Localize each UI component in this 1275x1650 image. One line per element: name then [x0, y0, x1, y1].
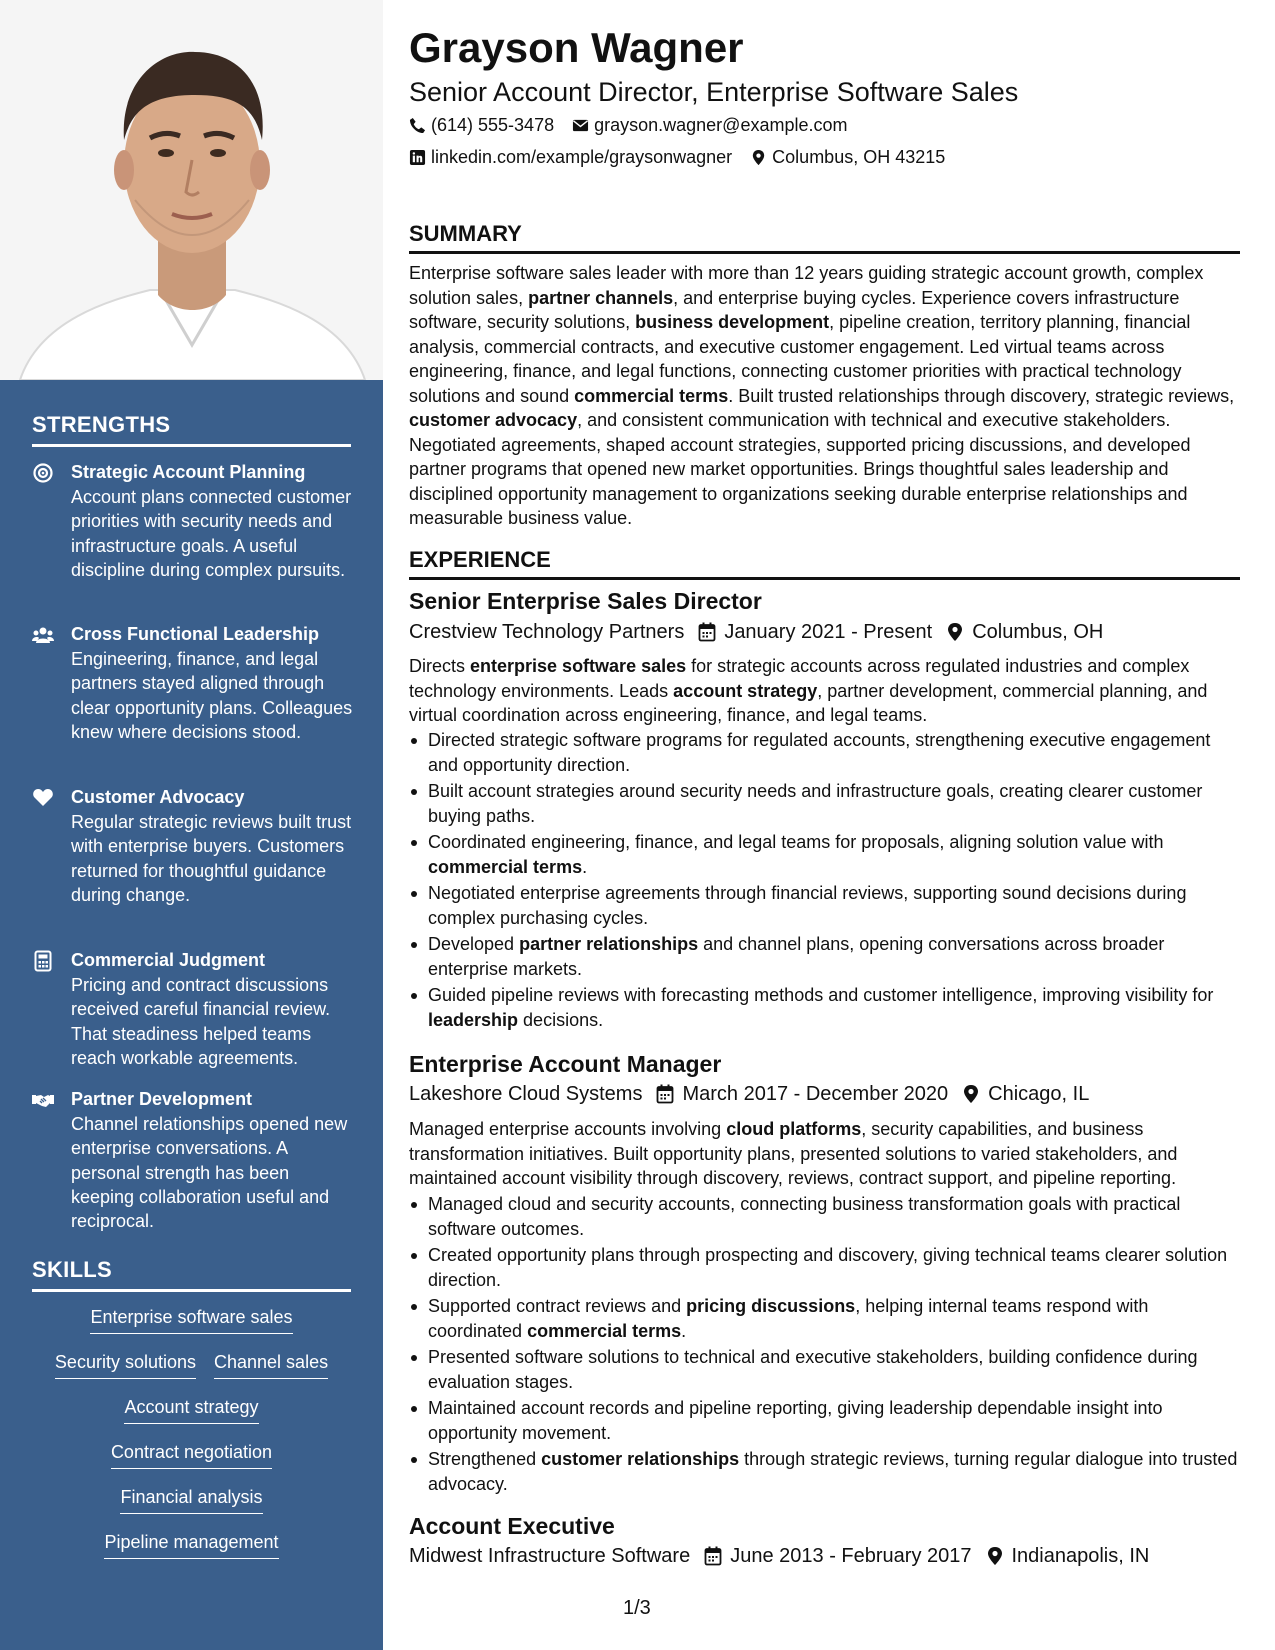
contact-row — [409, 113, 847, 137]
users-icon — [32, 624, 54, 646]
text-run: Guided pipeline reviews with forecasting methods and customer intelligence, improving visibility for — [428, 985, 1214, 1005]
text-run: Negotiated enterprise agreements through financial reviews, supporting sound decisions during complex purchasing cycles. — [428, 883, 1187, 928]
location-contact — [750, 145, 945, 169]
skill-tag: Contract negotiation — [111, 1440, 272, 1469]
job-location — [962, 1080, 1089, 1108]
bold-keyword: cloud platforms — [726, 1119, 862, 1139]
job-meta — [409, 1542, 1149, 1570]
calendar-icon — [704, 1546, 722, 1566]
calendar-icon — [698, 622, 716, 642]
strength-title: Partner Development — [71, 1089, 253, 1109]
job-dates — [704, 1542, 971, 1570]
skill-tag: Pipeline management — [104, 1530, 278, 1559]
skills-list — [32, 1305, 351, 1575]
location-text: Columbus, OH — [972, 621, 1104, 643]
email-address[interactable]: grayson.wagner@example.com — [594, 115, 848, 135]
portrait-image — [0, 0, 383, 380]
text-run: through strategic reviews, turning regular dialogue into trusted advocacy. — [428, 1449, 1238, 1494]
phone-icon — [409, 117, 426, 134]
linkedin-contact[interactable] — [409, 145, 732, 169]
job-description — [409, 654, 1240, 728]
text-run: Supported contract reviews and — [428, 1296, 687, 1316]
job-dates — [698, 618, 932, 646]
bold-keyword: enterprise software sales — [470, 656, 687, 676]
bullet-item — [409, 932, 1240, 981]
job-location — [946, 618, 1103, 646]
text-run: for strategic accounts across regulated industries and complex technology environments. Leads — [409, 656, 1190, 701]
strength-title: Strategic Account Planning — [71, 462, 306, 482]
bold-keyword: commercial terms — [527, 1320, 682, 1341]
bold-keyword: customer advocacy — [409, 410, 578, 430]
location-text: Chicago, IL — [988, 1083, 1090, 1105]
bold-keyword: customer relationships — [541, 1449, 740, 1469]
bold-keyword: partner relationships — [519, 934, 699, 954]
location-text: Indianapolis, IN — [1011, 1545, 1150, 1567]
text-run: Built account strategies around security needs and infrastructure goals, creating clearer customer buying paths. — [428, 781, 1203, 826]
map-pin-icon — [986, 1546, 1004, 1566]
skill-tag: Financial analysis — [120, 1485, 262, 1514]
bullet-item — [409, 1396, 1240, 1445]
bullet-item — [409, 1447, 1240, 1496]
contact-row — [409, 145, 945, 169]
bullet-item — [409, 983, 1240, 1032]
candidate-name: Grayson Wagner — [409, 24, 744, 71]
text-run: Strengthened — [428, 1449, 542, 1469]
map-pin-icon — [962, 1084, 980, 1104]
company-name: Midwest Infrastructure Software — [409, 1545, 691, 1567]
job-dates — [656, 1080, 948, 1108]
text-run: and channel plans, opening conversations across broader enterprise markets. — [428, 934, 1165, 979]
date-range: June 2013 - February 2017 — [730, 1545, 972, 1567]
bullet-item — [409, 1243, 1240, 1292]
linkedin-url[interactable]: linkedin.com/example/graysonwagner — [431, 147, 733, 167]
date-range: January 2021 - Present — [724, 621, 933, 643]
text-run: , helping internal teams respond with coordinated — [428, 1296, 1149, 1341]
text-run: Enterprise software sales leader with more than 12 years guiding strategic account growth, complex solution sales, — [409, 263, 1204, 308]
bold-keyword: account strategy — [673, 680, 818, 701]
bullet-item — [409, 728, 1240, 777]
bullet-item — [409, 881, 1240, 930]
email-contact[interactable] — [572, 113, 847, 137]
handshake-icon — [32, 1089, 54, 1111]
job-description — [409, 1117, 1240, 1191]
text-run: decisions. — [518, 1009, 604, 1030]
job-bullets — [409, 728, 1240, 1034]
text-run: , partner development, commercial planning, and virtual coordination across engineering, finance, and legal teams. — [409, 680, 1208, 725]
text-run: , security capabilities, and business transformation initiatives. Built opportunity plans, presented solutions to varied stakeholders, and maintained account visibility through discovery, reviews, contract support, and pipeline reporting. — [409, 1119, 1178, 1188]
text-run: Managed enterprise accounts involving — [409, 1119, 727, 1139]
text-run: , pipeline creation, territory planning, financial analysis, commercial contracts, and executive customer engagement. Led virtual teams across engineering, finance, and legal functions, connecting customer priorities with practical technology solutions and sound — [409, 312, 1191, 406]
text-run: Directed strategic software programs for regulated accounts, strengthening executive engagement and opportunity direction. — [428, 730, 1211, 775]
text-run: , and consistent communication with technical and executive stakeholders. Negotiated agreements, shaped account strategies, supported pricing discussions, and developed partner programs that opened new market opportunities. Brings thoughtful sales leadership and disciplined opportunity management to organizations seeking durable enterprise relationships and measurable business value. — [409, 410, 1191, 528]
bold-keyword: commercial terms — [574, 385, 729, 406]
text-run: Coordinated engineering, finance, and legal teams for proposals, aligning solution value with — [428, 832, 1164, 852]
strengths-heading: STRENGTHS — [32, 412, 351, 447]
job-meta — [409, 618, 1103, 646]
text-run: Developed — [428, 934, 520, 954]
text-run: Presented software solutions to technical and executive stakeholders, building confidence during evaluation stages. — [428, 1347, 1198, 1392]
job-title: Senior Enterprise Sales Director — [409, 588, 762, 614]
heart-icon — [32, 787, 54, 809]
skill-tag: Channel sales — [214, 1350, 328, 1379]
bold-keyword: partner channels — [528, 287, 674, 308]
bullet-item — [409, 1294, 1240, 1343]
company-name: Lakeshore Cloud Systems — [409, 1083, 643, 1105]
summary-heading: SUMMARY — [409, 219, 1240, 254]
sidebar — [0, 0, 383, 1650]
skill-tag: Enterprise software sales — [90, 1305, 292, 1334]
bold-keyword: leadership — [428, 1009, 519, 1030]
text-run: . — [681, 1320, 687, 1341]
summary-text — [409, 261, 1240, 531]
experience-heading: EXPERIENCE — [409, 545, 1240, 580]
strength-description: Engineering, finance, and legal partners stayed aligned through clear opportunity plans. Colleagues knew where decisions stood. — [71, 649, 353, 742]
text-run: Maintained account records and pipeline reporting, giving leadership dependable insight into opportunity movement. — [428, 1398, 1163, 1443]
text-run: Managed cloud and security accounts, connecting business transformation goals with practical software outcomes. — [428, 1194, 1181, 1239]
target-icon — [32, 462, 54, 484]
page-number: 1/3 — [623, 1597, 651, 1619]
job-title: Account Executive — [409, 1513, 615, 1539]
strength-description: Account plans connected customer priorities with security needs and infrastructure goals. A useful discipline during complex pursuits. — [71, 487, 352, 580]
bold-keyword: business development — [635, 312, 830, 332]
strength-description: Regular strategic reviews built trust with enterprise buyers. Customers returned for thoughtful guidance during change. — [71, 812, 352, 905]
bold-keyword: commercial terms — [428, 856, 583, 877]
bold-keyword: pricing discussions — [686, 1296, 856, 1316]
job-title: Enterprise Account Manager — [409, 1051, 722, 1077]
strength-description: Channel relationships opened new enterprise conversations. A personal strength has been keeping collaboration useful and reciprocal. — [71, 1114, 348, 1232]
date-range: March 2017 - December 2020 — [682, 1083, 949, 1105]
text-run: , and enterprise buying cycles. Experience covers infrastructure software, security solutions, — [409, 287, 1180, 332]
phone-contact — [409, 113, 554, 137]
job-location — [986, 1542, 1150, 1570]
map-pin-icon — [750, 149, 767, 166]
text-run: Created opportunity plans through prospecting and discovery, giving technical teams clearer solution direction. — [428, 1245, 1228, 1290]
candidate-title: Senior Account Director, Enterprise Software Sales — [409, 77, 1019, 107]
text-run: . — [582, 856, 588, 877]
linkedin-icon — [409, 149, 426, 166]
profile-photo — [0, 0, 383, 380]
map-pin-icon — [946, 622, 964, 642]
strength-title: Cross Functional Leadership — [71, 624, 320, 644]
strength-description: Pricing and contract discussions received careful financial review. That steadiness helped teams reach workable agreements. — [71, 975, 331, 1068]
bullet-item — [409, 830, 1240, 879]
strength-title: Commercial Judgment — [71, 950, 266, 970]
text-run: . Built trusted relationships through discovery, strategic reviews, — [728, 385, 1235, 406]
skill-tag: Security solutions — [55, 1350, 196, 1379]
company-name: Crestview Technology Partners — [409, 621, 685, 643]
text-run: Directs — [409, 656, 471, 676]
strength-title: Customer Advocacy — [71, 787, 245, 807]
envelope-icon — [572, 117, 589, 134]
job-meta — [409, 1080, 1089, 1108]
calculator-icon — [32, 950, 54, 972]
location-text: Columbus, OH 43215 — [772, 147, 946, 167]
bullet-item — [409, 1345, 1240, 1394]
calendar-icon — [656, 1084, 674, 1104]
bullet-item — [409, 779, 1240, 828]
job-bullets — [409, 1192, 1240, 1498]
bullet-item — [409, 1192, 1240, 1241]
skills-heading: SKILLS — [32, 1257, 351, 1292]
skill-tag: Account strategy — [124, 1395, 258, 1424]
phone-number: (614) 555-3478 — [431, 115, 555, 135]
